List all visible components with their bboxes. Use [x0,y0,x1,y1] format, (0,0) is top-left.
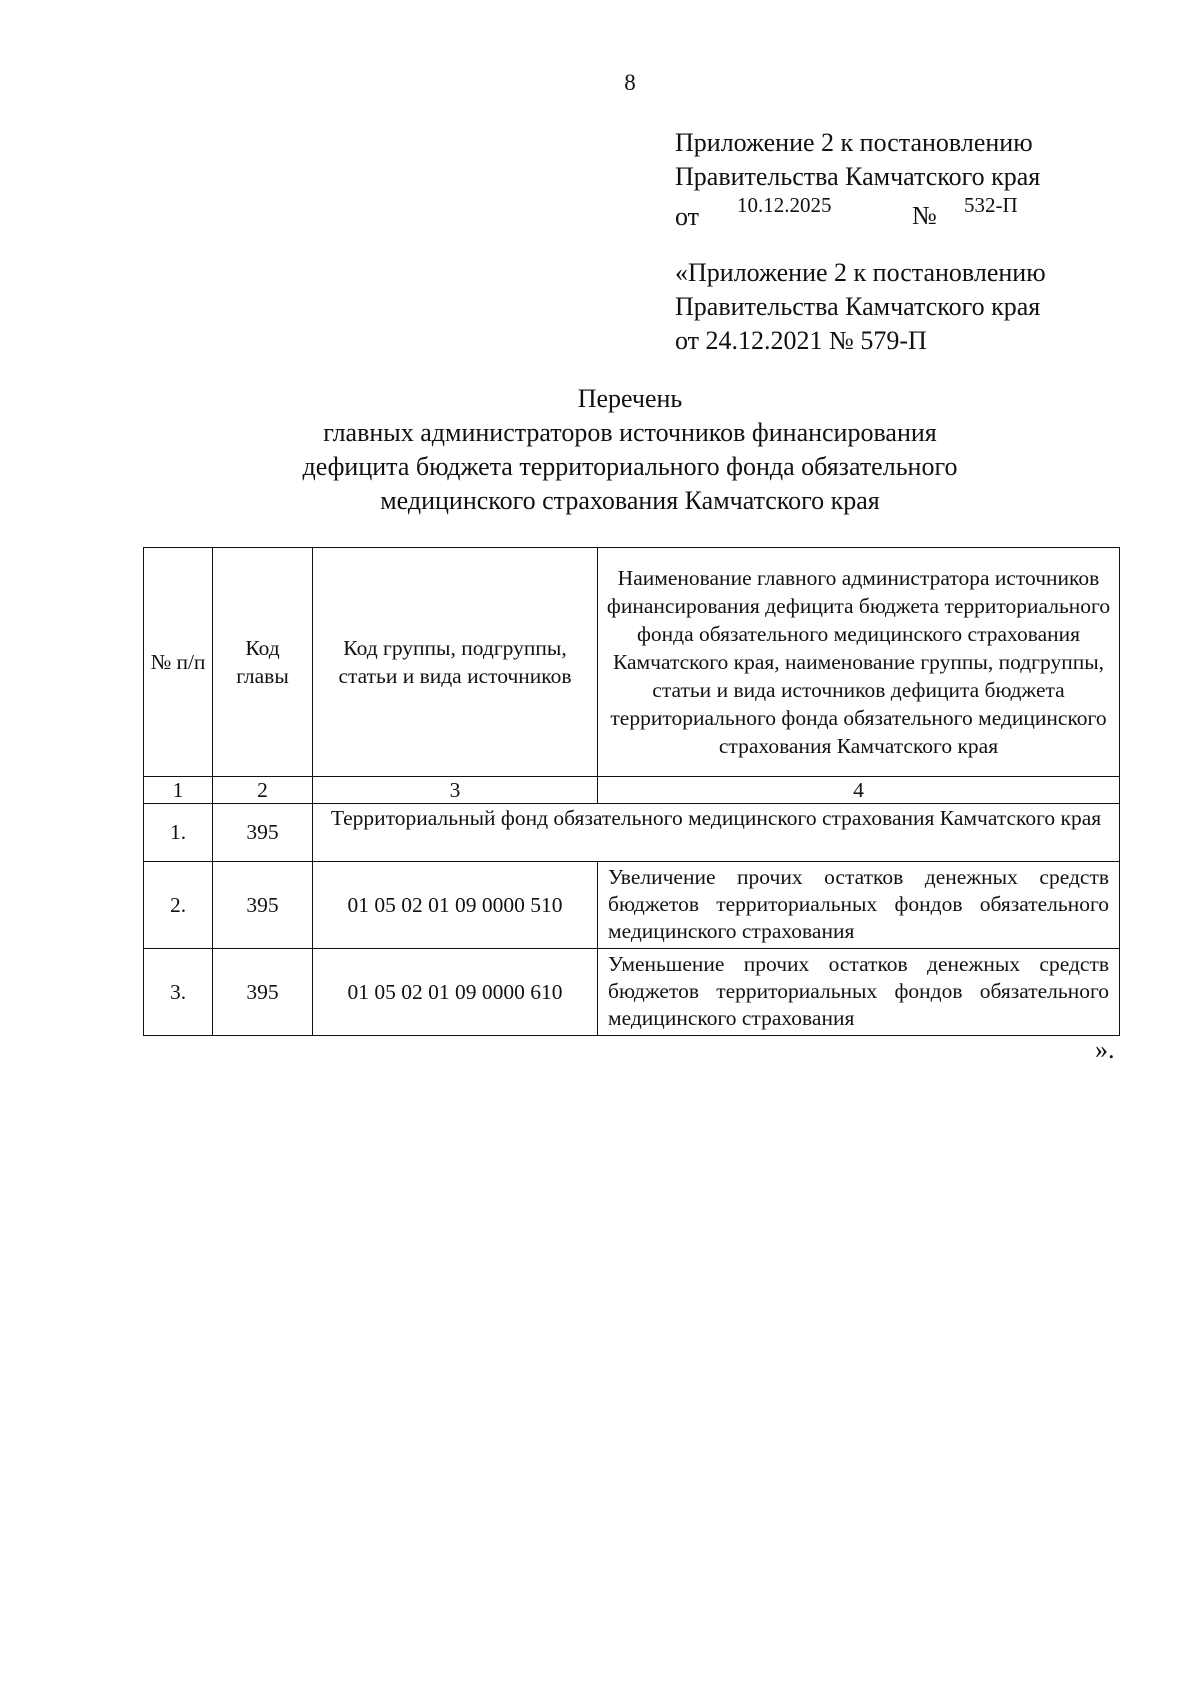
index-cell: 3 [313,777,598,804]
header-chapter-code: Код главы [213,548,313,777]
row-group-code: 01 05 02 01 09 0000 610 [313,949,598,1036]
index-cell: 4 [598,777,1120,804]
title-line: Перечень [577,384,683,413]
row-source-name: Уменьшение прочих остатков денежных средств бюджетов территориальных фондов обязательного медицинского страхования [598,949,1120,1036]
attachment-line: Приложение 2 к постановлению [675,128,1033,157]
table-row [144,949,1120,1036]
attachment-line: Правительства Камчатского края [675,162,1041,191]
attachment-line: от 24.12.2021 № 579-П [675,326,927,355]
header-name: Наименование главного администратора источников финансирования дефицита бюджета территориального фонда обязательного медицинского страхования Камчатского края, наименование группы, подгруппы, статьи и вида источников дефицита бюджета территориального фонда обязательного медицинского страхования Камчатского края [598,548,1120,777]
document-title [0,382,1200,518]
resolution-number: 532-П [964,193,1018,217]
table-row [144,804,1120,862]
title-line: дефицита бюджета территориального фонда обязательного [302,452,958,481]
index-cell: 2 [213,777,313,804]
row-num: 1. [144,804,213,862]
administrators-table [143,547,1120,1036]
row-num: 2. [144,862,213,949]
row-administrator-name: Территориальный фонд обязательного медицинского страхования Камчатского края [313,804,1120,862]
table-header-row [144,548,1120,777]
attachment-header-new [675,126,1041,231]
row-num: 3. [144,949,213,1036]
row-source-name: Увеличение прочих остатков денежных средств бюджетов территориальных фондов обязательного медицинского страхования [598,862,1120,949]
title-line: медицинского страхования Камчатского края [380,486,880,515]
closing-quote: ». [1095,1035,1115,1064]
attachment-line: «Приложение 2 к постановлению [675,258,1046,287]
row-chapter-code: 395 [213,862,313,949]
table-row [144,862,1120,949]
row-chapter-code: 395 [213,804,313,862]
page-number: 8 [624,70,636,95]
date-prefix: от [675,202,700,231]
number-sign: № [912,201,937,230]
table-index-row [144,777,1120,804]
header-group-code: Код группы, подгруппы, статьи и вида источников [313,548,598,777]
row-chapter-code: 395 [213,949,313,1036]
title-line: главных администраторов источников финансирования [323,418,937,447]
attachment-header-old [675,256,1046,358]
index-cell: 1 [144,777,213,804]
attachment-line: Правительства Камчатского края [675,292,1041,321]
row-group-code: 01 05 02 01 09 0000 510 [313,862,598,949]
header-num: № п/п [144,548,213,777]
attachment-date-row [675,193,1040,231]
resolution-date: 10.12.2025 [737,193,832,217]
